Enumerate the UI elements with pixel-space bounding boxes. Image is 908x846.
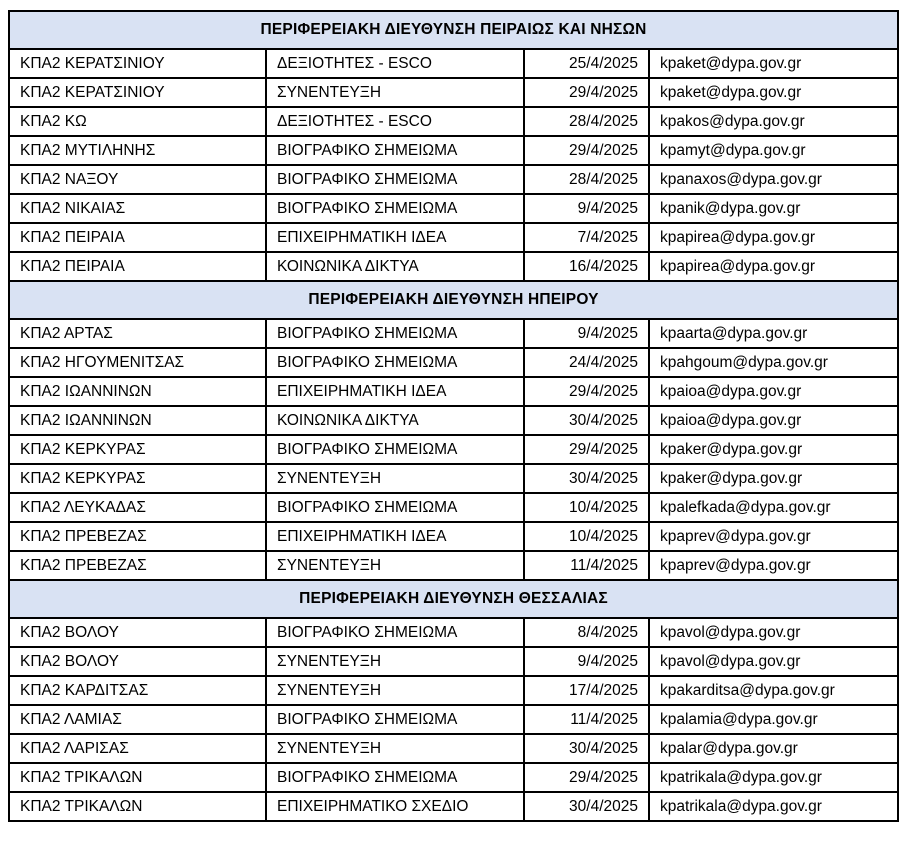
office-cell: ΚΠΑ2 ΒΟΛΟΥ — [9, 647, 266, 676]
office-cell: ΚΠΑ2 ΑΡΤΑΣ — [9, 319, 266, 348]
date-cell: 28/4/2025 — [524, 107, 649, 136]
email-cell: kpaprev@dypa.gov.gr — [649, 551, 898, 580]
email-cell: kpaket@dypa.gov.gr — [649, 49, 898, 78]
office-cell: ΚΠΑ2 ΛΕΥΚΑΔΑΣ — [9, 493, 266, 522]
office-cell: ΚΠΑ2 ΠΕΙΡΑΙΑ — [9, 223, 266, 252]
email-cell: kpaprev@dypa.gov.gr — [649, 522, 898, 551]
date-cell: 28/4/2025 — [524, 165, 649, 194]
service-cell: ΣΥΝΕΝΤΕΥΞΗ — [266, 551, 524, 580]
table-row — [9, 618, 898, 647]
service-cell: ΔΕΞΙΟΤΗΤΕΣ - ESCO — [266, 49, 524, 78]
date-cell: 24/4/2025 — [524, 348, 649, 377]
date-cell: 9/4/2025 — [524, 647, 649, 676]
office-cell: ΚΠΑ2 ΛΑΡΙΣΑΣ — [9, 734, 266, 763]
date-cell: 30/4/2025 — [524, 406, 649, 435]
service-cell: ΔΕΞΙΟΤΗΤΕΣ - ESCO — [266, 107, 524, 136]
section-title: ΠΕΡΙΦΕΡΕΙΑΚΗ ΔΙΕΥΘΥΝΣΗ ΗΠΕΙΡΟΥ — [9, 281, 898, 319]
section-title: ΠΕΡΙΦΕΡΕΙΑΚΗ ΔΙΕΥΘΥΝΣΗ ΠΕΙΡΑΙΩΣ ΚΑΙ ΝΗΣΩΝ — [9, 11, 898, 49]
office-cell: ΚΠΑ2 ΚΕΡΑΤΣΙΝΙΟΥ — [9, 49, 266, 78]
date-cell: 25/4/2025 — [524, 49, 649, 78]
service-cell: ΕΠΙΧΕΙΡΗΜΑΤΙΚΟ ΣΧΕΔΙΟ — [266, 792, 524, 821]
service-cell: ΕΠΙΧΕΙΡΗΜΑΤΙΚΗ ΙΔΕΑ — [266, 223, 524, 252]
office-cell: ΚΠΑ2 ΙΩΑΝΝΙΝΩΝ — [9, 377, 266, 406]
schedule-table-body — [9, 11, 898, 821]
date-cell: 29/4/2025 — [524, 78, 649, 107]
date-cell: 30/4/2025 — [524, 734, 649, 763]
table-row — [9, 763, 898, 792]
office-cell: ΚΠΑ2 ΚΑΡΔΙΤΣΑΣ — [9, 676, 266, 705]
email-cell: kpavol@dypa.gov.gr — [649, 618, 898, 647]
date-cell: 9/4/2025 — [524, 194, 649, 223]
email-cell: kpalamia@dypa.gov.gr — [649, 705, 898, 734]
service-cell: ΣΥΝΕΝΤΕΥΞΗ — [266, 676, 524, 705]
service-cell: ΣΥΝΕΝΤΕΥΞΗ — [266, 464, 524, 493]
service-cell: ΕΠΙΧΕΙΡΗΜΑΤΙΚΗ ΙΔΕΑ — [266, 522, 524, 551]
email-cell: kpaket@dypa.gov.gr — [649, 78, 898, 107]
service-cell: ΚΟΙΝΩΝΙΚΑ ΔΙΚΤΥΑ — [266, 252, 524, 281]
date-cell: 29/4/2025 — [524, 377, 649, 406]
table-row — [9, 377, 898, 406]
email-cell: kpavol@dypa.gov.gr — [649, 647, 898, 676]
office-cell: ΚΠΑ2 ΒΟΛΟΥ — [9, 618, 266, 647]
email-cell: kpanik@dypa.gov.gr — [649, 194, 898, 223]
date-cell: 16/4/2025 — [524, 252, 649, 281]
office-cell: ΚΠΑ2 ΚΩ — [9, 107, 266, 136]
service-cell: ΚΟΙΝΩΝΙΚΑ ΔΙΚΤΥΑ — [266, 406, 524, 435]
date-cell: 9/4/2025 — [524, 319, 649, 348]
office-cell: ΚΠΑ2 ΤΡΙΚΑΛΩΝ — [9, 792, 266, 821]
table-row — [9, 136, 898, 165]
service-cell: ΒΙΟΓΡΑΦΙΚΟ ΣΗΜΕΙΩΜΑ — [266, 493, 524, 522]
service-cell: ΒΙΟΓΡΑΦΙΚΟ ΣΗΜΕΙΩΜΑ — [266, 165, 524, 194]
office-cell: ΚΠΑ2 ΚΕΡΚΥΡΑΣ — [9, 435, 266, 464]
office-cell: ΚΠΑ2 ΚΕΡΑΤΣΙΝΙΟΥ — [9, 78, 266, 107]
schedule-table — [8, 10, 899, 822]
office-cell: ΚΠΑ2 ΝΙΚΑΙΑΣ — [9, 194, 266, 223]
email-cell: kpaioa@dypa.gov.gr — [649, 406, 898, 435]
service-cell: ΒΙΟΓΡΑΦΙΚΟ ΣΗΜΕΙΩΜΑ — [266, 194, 524, 223]
table-row — [9, 676, 898, 705]
email-cell: kpaioa@dypa.gov.gr — [649, 377, 898, 406]
table-row — [9, 78, 898, 107]
service-cell: ΒΙΟΓΡΑΦΙΚΟ ΣΗΜΕΙΩΜΑ — [266, 705, 524, 734]
table-row — [9, 319, 898, 348]
service-cell: ΒΙΟΓΡΑΦΙΚΟ ΣΗΜΕΙΩΜΑ — [266, 618, 524, 647]
office-cell: ΚΠΑ2 ΜΥΤΙΛΗΝΗΣ — [9, 136, 266, 165]
section-header-row — [9, 580, 898, 618]
service-cell: ΒΙΟΓΡΑΦΙΚΟ ΣΗΜΕΙΩΜΑ — [266, 763, 524, 792]
service-cell: ΒΙΟΓΡΑΦΙΚΟ ΣΗΜΕΙΩΜΑ — [266, 348, 524, 377]
date-cell: 7/4/2025 — [524, 223, 649, 252]
service-cell: ΒΙΟΓΡΑΦΙΚΟ ΣΗΜΕΙΩΜΑ — [266, 319, 524, 348]
office-cell: ΚΠΑ2 ΚΕΡΚΥΡΑΣ — [9, 464, 266, 493]
service-cell: ΣΥΝΕΝΤΕΥΞΗ — [266, 647, 524, 676]
date-cell: 30/4/2025 — [524, 464, 649, 493]
office-cell: ΚΠΑ2 ΤΡΙΚΑΛΩΝ — [9, 763, 266, 792]
date-cell: 30/4/2025 — [524, 792, 649, 821]
office-cell: ΚΠΑ2 ΛΑΜΙΑΣ — [9, 705, 266, 734]
table-row — [9, 493, 898, 522]
email-cell: kpamyt@dypa.gov.gr — [649, 136, 898, 165]
section-header-row — [9, 11, 898, 49]
table-row — [9, 252, 898, 281]
table-row — [9, 647, 898, 676]
email-cell: kpakarditsa@dypa.gov.gr — [649, 676, 898, 705]
email-cell: kpapirea@dypa.gov.gr — [649, 252, 898, 281]
service-cell: ΒΙΟΓΡΑΦΙΚΟ ΣΗΜΕΙΩΜΑ — [266, 136, 524, 165]
email-cell: kpapirea@dypa.gov.gr — [649, 223, 898, 252]
office-cell: ΚΠΑ2 ΗΓΟΥΜΕΝΙΤΣΑΣ — [9, 348, 266, 377]
date-cell: 11/4/2025 — [524, 705, 649, 734]
email-cell: kpaker@dypa.gov.gr — [649, 464, 898, 493]
table-row — [9, 792, 898, 821]
table-row — [9, 551, 898, 580]
date-cell: 11/4/2025 — [524, 551, 649, 580]
office-cell: ΚΠΑ2 ΙΩΑΝΝΙΝΩΝ — [9, 406, 266, 435]
email-cell: kpatrikala@dypa.gov.gr — [649, 792, 898, 821]
date-cell: 29/4/2025 — [524, 435, 649, 464]
section-header-row — [9, 281, 898, 319]
service-cell: ΕΠΙΧΕΙΡΗΜΑΤΙΚΗ ΙΔΕΑ — [266, 377, 524, 406]
table-row — [9, 49, 898, 78]
email-cell: kpakos@dypa.gov.gr — [649, 107, 898, 136]
table-row — [9, 464, 898, 493]
table-row — [9, 734, 898, 763]
email-cell: kpalar@dypa.gov.gr — [649, 734, 898, 763]
date-cell: 10/4/2025 — [524, 522, 649, 551]
date-cell: 8/4/2025 — [524, 618, 649, 647]
date-cell: 29/4/2025 — [524, 763, 649, 792]
table-row — [9, 406, 898, 435]
office-cell: ΚΠΑ2 ΠΡΕΒΕΖΑΣ — [9, 551, 266, 580]
email-cell: kpaker@dypa.gov.gr — [649, 435, 898, 464]
service-cell: ΣΥΝΕΝΤΕΥΞΗ — [266, 78, 524, 107]
office-cell: ΚΠΑ2 ΠΕΙΡΑΙΑ — [9, 252, 266, 281]
email-cell: kpaarta@dypa.gov.gr — [649, 319, 898, 348]
email-cell: kpahgoum@dypa.gov.gr — [649, 348, 898, 377]
service-cell: ΣΥΝΕΝΤΕΥΞΗ — [266, 734, 524, 763]
section-title: ΠΕΡΙΦΕΡΕΙΑΚΗ ΔΙΕΥΘΥΝΣΗ ΘΕΣΣΑΛΙΑΣ — [9, 580, 898, 618]
email-cell: kpanaxos@dypa.gov.gr — [649, 165, 898, 194]
date-cell: 29/4/2025 — [524, 136, 649, 165]
table-row — [9, 522, 898, 551]
email-cell: kpatrikala@dypa.gov.gr — [649, 763, 898, 792]
table-row — [9, 705, 898, 734]
email-cell: kpalefkada@dypa.gov.gr — [649, 493, 898, 522]
table-row — [9, 165, 898, 194]
table-row — [9, 223, 898, 252]
date-cell: 17/4/2025 — [524, 676, 649, 705]
service-cell: ΒΙΟΓΡΑΦΙΚΟ ΣΗΜΕΙΩΜΑ — [266, 435, 524, 464]
table-row — [9, 194, 898, 223]
office-cell: ΚΠΑ2 ΝΑΞΟΥ — [9, 165, 266, 194]
table-row — [9, 107, 898, 136]
table-row — [9, 435, 898, 464]
date-cell: 10/4/2025 — [524, 493, 649, 522]
table-row — [9, 348, 898, 377]
office-cell: ΚΠΑ2 ΠΡΕΒΕΖΑΣ — [9, 522, 266, 551]
